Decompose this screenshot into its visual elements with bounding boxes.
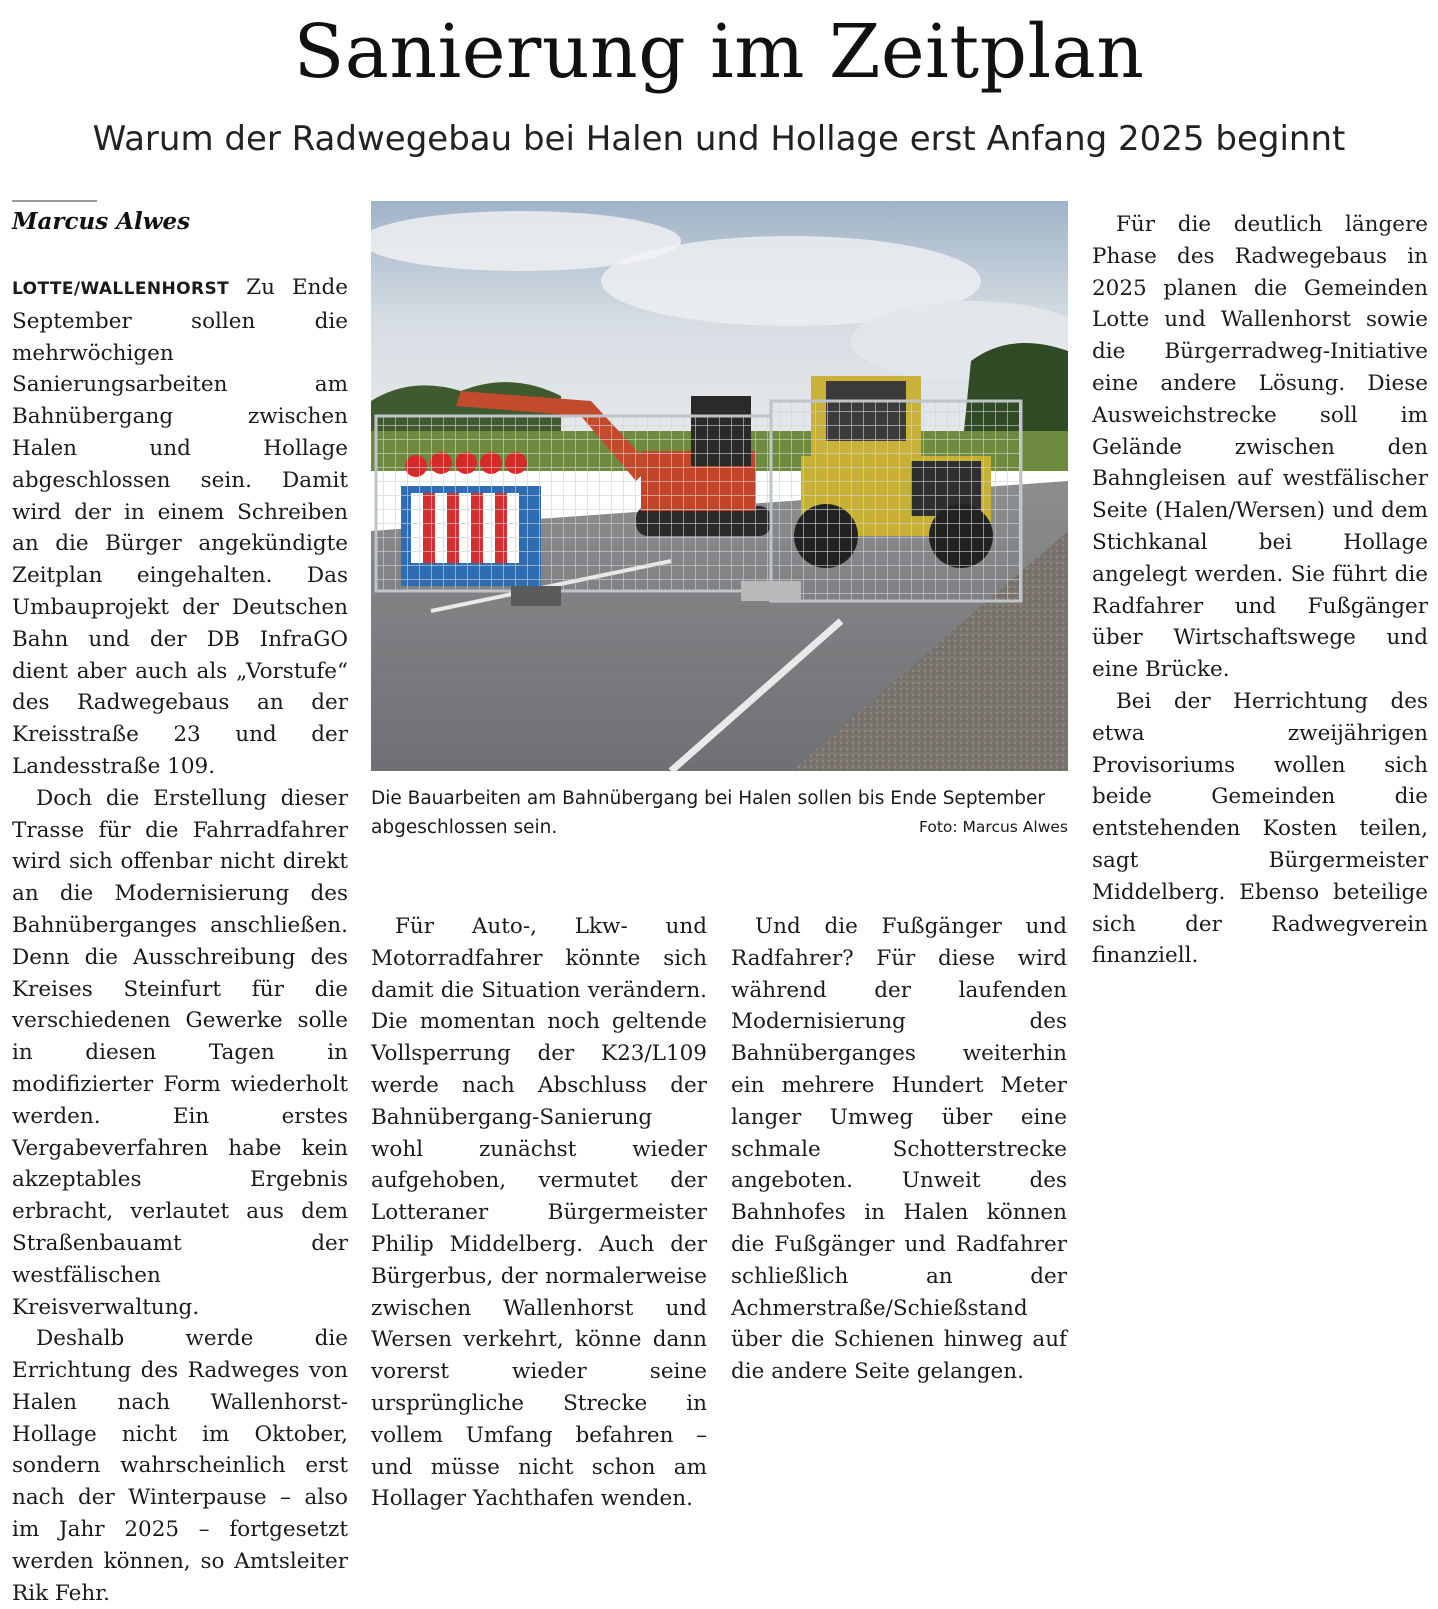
construction-site-photo-svg [371,201,1068,771]
author-rule [12,200,97,202]
body-column-4 [1092,209,1428,1369]
page-headline: Sanierung im Zeitplan [293,9,1145,95]
paragraph-4: Für Auto-, Lkw- und Motorradfahrer könnte sich damit die Situation verändern. Die momentan noch geltende Vollsperrung der K23/L109 werde nach Abschluss der Bahnübergang-Sanierung wohl zunächst wieder aufgehoben, vermutet der Lotteraner Bürgermeister Philip Middelberg. Auch der Bürgerbus, der normalerweise zwischen Wallenhorst und Wersen verkehrt, könne dann vorerst wieder seine ursprüngliche Strecke in vollem Umfang befahren – und müsse nicht schon am Hollager Yachthafen wenden. [371,914,707,1512]
paragraph-2: Doch die Erstellung dieser Trasse für die Fahrradfahrer wird sich offenbar nicht direkt an die Modernisierung des Bahnüberganges anschließen. Denn die Ausschreibung des Kreises Steinfurt für die verschiedenen Gewerke solle in diesen Tagen in modifizierter Form wiederholt werden. Ein erstes Vergabeverfahren habe kein akzeptables Ergebnis erbracht, verlautet aus dem Straßenbauamt der westfälischen Kreisverwaltung. [12,785,348,1320]
photo-credit: Foto: Marcus Alwes [918,818,1068,836]
paragraph-5: Und die Fußgänger und Radfahrer? Für diese wird während der laufenden Modernisierung des Bahnüberganges weiterhin ein mehrere Hundert Meter langer Umweg über eine schmale Schotterstrecke angeboten. Unweit des Bahnhofes in Halen können die Fußgänger und Radfahrer schließlich an der Achmerstraße/Schießstand über die Schienen hinweg auf die andere Seite gelangen. [731,914,1067,1385]
photo-caption-text: Die Bauarbeiten am Bahnübergang bei Halen sollen bis Ende September abgeschlossen sein. [371,788,1045,838]
page-subheadline: Warum der Radwegebau bei Halen und Hollage erst Anfang 2025 beginnt [92,119,1346,159]
paragraph-1 [12,272,348,783]
paragraph-7: Bei der Herrichtung des etwa zweijährigen Provisoriums wollen sich beide Gemeinden die entstehenden Kosten teilen, sagt Bürgermeister Middelberg. Ebenso beteilige sich der Radwegverein finanziell. [1092,688,1428,969]
photo-caption [371,784,1068,842]
body-column-2 [371,911,707,1512]
paragraph-6: Für die deutlich längere Phase des Radwegebaus in 2025 planen die Gemeinden Lotte und Wallenhorst sowie die Bürgerradweg-Initiative eine andere Lösung. Diese Ausweichstrecke soll im Gelände zwischen den Bahngleisen auf westfälischer Seite (Halen/Wersen) und dem Stichkanal bei Hollage angelegt werden. Sie führt die Radfahrer und Fußgänger über Wirtschaftswege und eine Brücke. [1092,212,1428,683]
body-column-1 [12,272,348,1606]
dateline: LOTTE/WALLENHORST [12,279,230,299]
paragraph-1-text: Zu Ende September sollen die mehrwöchigen Sanierungsarbeiten am Bahnübergang zwischen Halen und Hollage abgeschlossen sein. Damit wird der in einem Schreiben an die Bürger angekündigte Zeitplan eingehalten. Das Umbauprojekt der Deutschen Bahn und der DB InfraGO dient aber auch als „Vorstufe“ des Radwegebaus an der Kreisstraße 23 und der Landesstraße 109. [12,275,348,779]
construction-site-photo [371,201,1068,771]
paragraph-3: Deshalb werde die Errichtung des Radweges von Halen nach Wallenhorst-Hollage nicht im Oktober, sondern wahrscheinlich erst nach der Winterpause – also im Jahr 2025 – fortgesetzt werden können, so Amtsleiter Rik Fehr. [12,1326,348,1606]
author-name: Marcus Alwes [12,208,191,235]
body-column-3 [731,911,1067,1385]
